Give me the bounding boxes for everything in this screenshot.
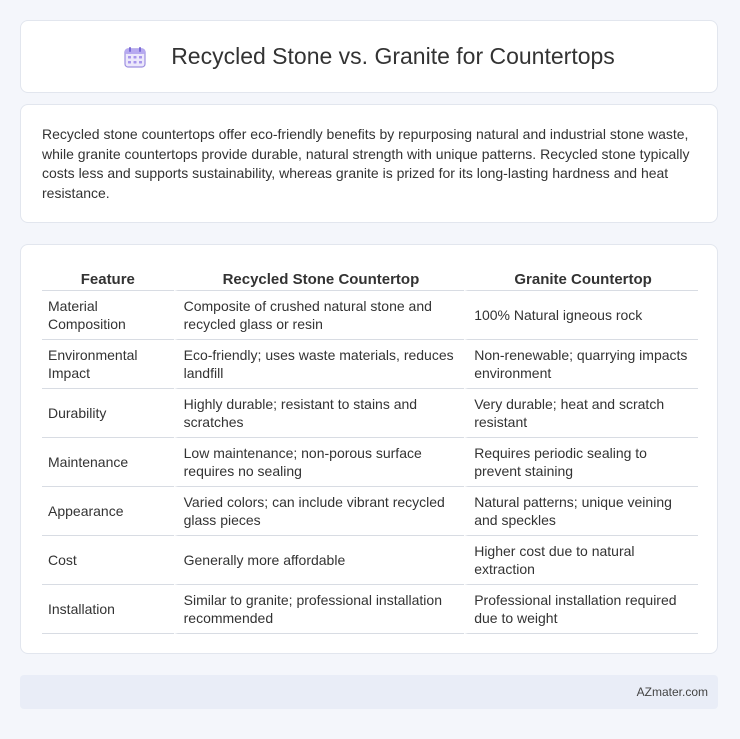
- granite-cell: Requires periodic sealing to prevent staining: [464, 438, 698, 487]
- granite-cell: 100% Natural igneous rock: [464, 291, 698, 340]
- table-row: [42, 438, 698, 487]
- table-row: [42, 340, 698, 389]
- granite-cell: Professional installation required due to weight: [464, 585, 698, 634]
- comparison-table-card: [20, 244, 718, 654]
- feature-cell: Material Composition: [42, 291, 174, 340]
- recycled-stone-cell: Similar to granite; professional installation recommended: [174, 585, 465, 634]
- granite-cell: Natural patterns; unique veining and speckles: [464, 487, 698, 536]
- table-row: [42, 585, 698, 634]
- table-row: [42, 487, 698, 536]
- recycled-stone-cell: Low maintenance; non-porous surface requires no sealing: [174, 438, 465, 487]
- recycled-stone-cell: Highly durable; resistant to stains and scratches: [174, 389, 465, 438]
- table-row: [42, 536, 698, 585]
- column-header-feature: Feature: [42, 265, 174, 291]
- feature-cell: Maintenance: [42, 438, 174, 487]
- title-card: [20, 20, 718, 93]
- comparison-table: [42, 265, 698, 634]
- feature-cell: Appearance: [42, 487, 174, 536]
- table-row: [42, 291, 698, 340]
- granite-cell: Non-renewable; quarrying impacts environment: [464, 340, 698, 389]
- recycled-stone-cell: Composite of crushed natural stone and recycled glass or resin: [174, 291, 465, 340]
- table-row: [42, 389, 698, 438]
- calendar-icon: [123, 45, 147, 69]
- column-header-recycled-stone: Recycled Stone Countertop: [174, 265, 465, 291]
- feature-cell: Installation: [42, 585, 174, 634]
- granite-cell: Very durable; heat and scratch resistant: [464, 389, 698, 438]
- intro-text: Recycled stone countertops offer eco-friendly benefits by repurposing natural and industrial stone waste, while granite countertops provide durable, natural strength with unique patterns. Recycled stone typically costs less and supports sustainability, whereas granite is prized for its long-lasting hardness and heat resistance.: [42, 126, 690, 201]
- feature-cell: Environmental Impact: [42, 340, 174, 389]
- granite-cell: Higher cost due to natural extraction: [464, 536, 698, 585]
- table-header-row: [42, 265, 698, 291]
- recycled-stone-cell: Varied colors; can include vibrant recycled glass pieces: [174, 487, 465, 536]
- recycled-stone-cell: Generally more affordable: [174, 536, 465, 585]
- feature-cell: Durability: [42, 389, 174, 438]
- footer-brand[interactable]: AZmater.com: [636, 685, 708, 699]
- page-title-text: Recycled Stone vs. Granite for Countertops: [171, 43, 615, 69]
- column-header-granite: Granite Countertop: [464, 265, 698, 291]
- page-title: [123, 43, 615, 70]
- recycled-stone-cell: Eco-friendly; uses waste materials, reduces landfill: [174, 340, 465, 389]
- intro-card: [20, 104, 718, 223]
- feature-cell: Cost: [42, 536, 174, 585]
- footer: [20, 675, 718, 709]
